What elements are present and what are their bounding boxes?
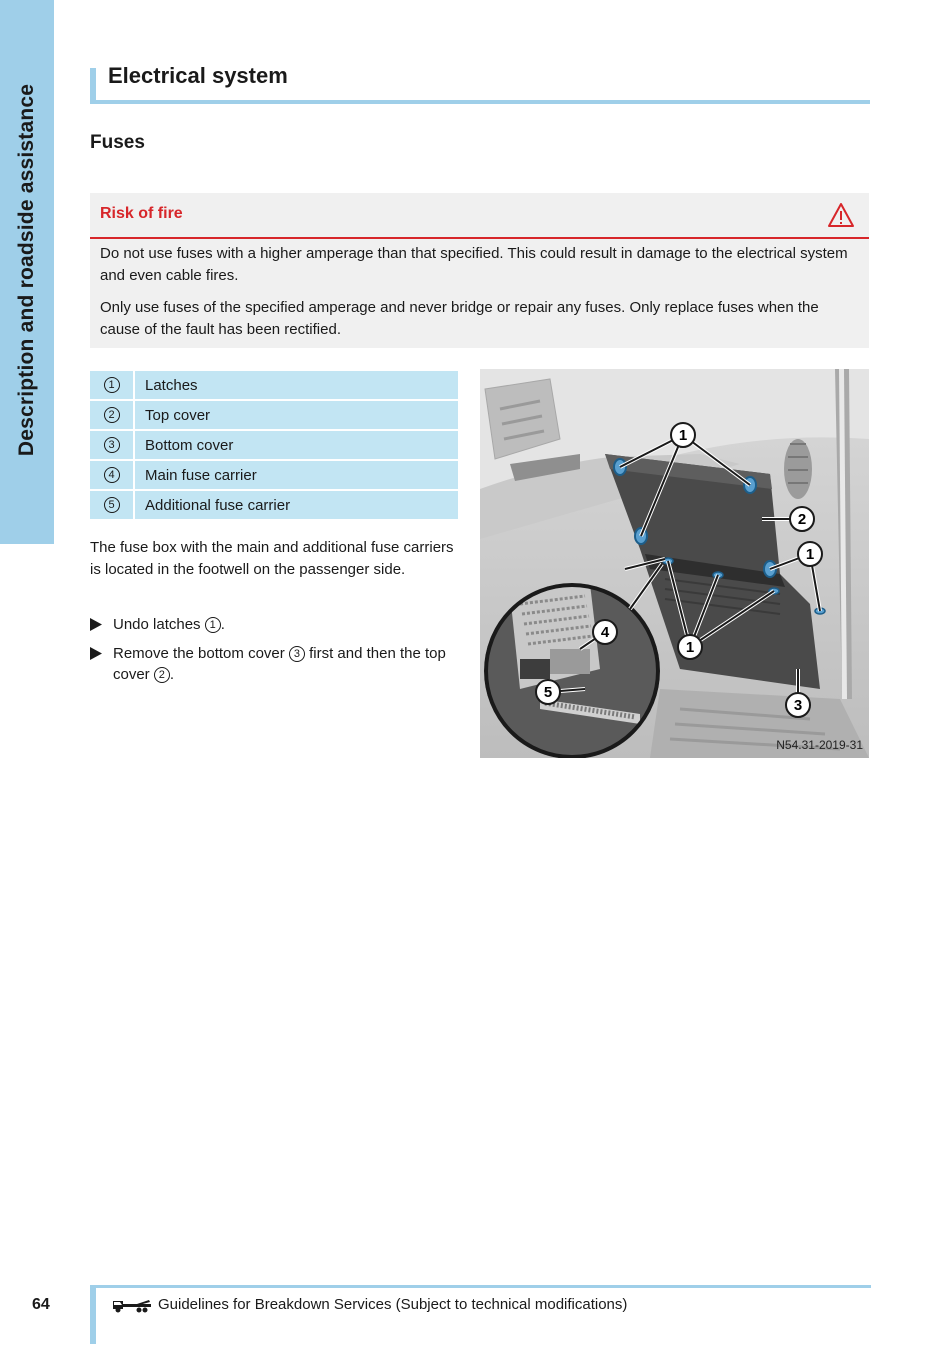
footer-rule — [90, 1285, 871, 1288]
callout-badge — [786, 693, 810, 717]
instruction-step — [90, 643, 460, 685]
callout-label: 1 — [805, 546, 815, 563]
callout-number: 5 — [104, 497, 120, 513]
callout-badge — [536, 680, 560, 704]
callout-label: 2 — [797, 511, 807, 528]
legend-label: Top cover — [145, 406, 211, 424]
side-tab-label: Description and roadside assistance — [15, 83, 38, 457]
page-header — [90, 62, 870, 104]
warning-box — [90, 193, 869, 348]
callout-label: 5 — [543, 684, 553, 701]
legend-row — [90, 371, 458, 401]
legend-row — [90, 401, 458, 431]
callout-label: 3 — [793, 697, 803, 714]
figure-code: N54.31-2019-31 — [776, 738, 863, 752]
legend-table — [90, 371, 458, 521]
legend-label: Additional fuse carrier — [145, 496, 291, 514]
step-text: Undo latches — [113, 616, 205, 633]
warning-title: Risk of fire — [100, 205, 183, 222]
legend-row — [90, 491, 458, 521]
instruction-step — [90, 614, 460, 635]
step-arrow-icon — [90, 618, 102, 631]
step-arrow-icon — [90, 647, 102, 660]
legend-label: Bottom cover — [145, 436, 234, 454]
footer-text: Guidelines for Breakdown Services (Subject to technical modifications) — [158, 1296, 628, 1313]
callout-label: 1 — [678, 427, 688, 444]
warning-paragraph: Do not use fuses with a higher amperage than that specified. This could result in damage to the electrical system and even cable fires. — [100, 245, 848, 284]
page-number: 64 — [32, 1296, 50, 1313]
warning-triangle-icon — [827, 202, 855, 228]
warning-paragraph: Only use fuses of the specified amperage and never bridge or repair any fuses. Only replace fuses when the cause of the fault has been rectified. — [100, 299, 819, 338]
truck-icon — [113, 1299, 151, 1313]
legend-row — [90, 431, 458, 461]
legend-label: Main fuse carrier — [145, 466, 257, 484]
step-text: . — [169, 666, 175, 683]
callout-badge — [671, 423, 695, 447]
callout-badge — [593, 620, 617, 644]
step-text: first and then the top cover — [113, 645, 446, 683]
callout-number: 4 — [104, 467, 120, 483]
callout-number: 3 — [104, 437, 120, 453]
page-title: Electrical system — [108, 63, 288, 88]
callout-ref: 3 — [289, 646, 305, 662]
side-tab — [0, 0, 54, 544]
fuse-box-illustration — [480, 369, 869, 758]
callout-badge — [790, 507, 814, 531]
header-accent-bar — [90, 68, 96, 104]
callout-ref: 2 — [154, 667, 170, 683]
step-text: Remove the bottom cover — [113, 645, 289, 662]
callout-ref: 1 — [205, 617, 221, 633]
callout-badge — [678, 635, 702, 659]
body-paragraph: The fuse box with the main and additional fuse carriers is located in the footwell on the passenger side. — [90, 539, 454, 578]
instruction-steps — [90, 614, 460, 693]
footer-accent-bar — [90, 1285, 96, 1344]
warning-body — [100, 243, 860, 341]
header-rule — [90, 100, 870, 104]
warning-header — [90, 193, 869, 239]
legend-label: Latches — [145, 376, 198, 394]
section-title: Fuses — [90, 132, 145, 153]
legend-row — [90, 461, 458, 491]
callout-number: 2 — [104, 407, 120, 423]
step-text: . — [220, 616, 225, 633]
callout-badge — [798, 542, 822, 566]
callout-label: 4 — [600, 624, 610, 641]
illustration-drawing — [480, 369, 869, 758]
callout-number: 1 — [104, 377, 120, 393]
callout-label: 1 — [685, 639, 695, 656]
